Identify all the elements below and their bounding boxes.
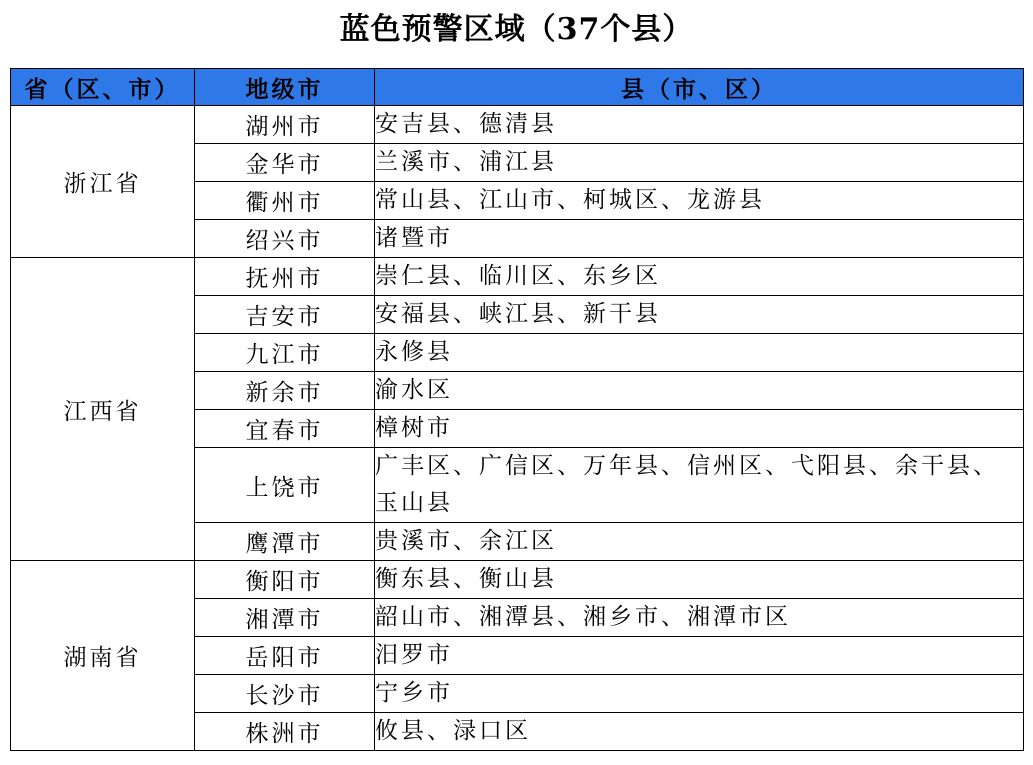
county-cell: 韶山市、湘潭县、湘乡市、湘潭市区 [375,599,1024,637]
city-cell: 岳阳市 [195,637,375,675]
province-cell: 湖南省 [11,561,195,751]
city-cell: 湘潭市 [195,599,375,637]
table-row [11,106,1024,144]
city-cell: 金华市 [195,144,375,182]
county-cell: 崇仁县、临川区、东乡区 [375,258,1024,296]
county-cell: 常山县、江山市、柯城区、龙游县 [375,182,1024,220]
county-cell: 诸暨市 [375,220,1024,258]
city-cell: 上饶市 [195,448,375,523]
city-cell: 湖州市 [195,106,375,144]
city-cell: 吉安市 [195,296,375,334]
header-province: 省（区、市） [11,69,195,106]
county-cell: 贵溪市、余江区 [375,523,1024,561]
province-cell: 浙江省 [11,106,195,258]
city-cell: 长沙市 [195,675,375,713]
table-header-row [11,69,1024,106]
city-cell: 新余市 [195,372,375,410]
header-county: 县（市、区） [375,69,1024,106]
table-row [11,258,1024,296]
county-cell: 樟树市 [375,410,1024,448]
warning-region-table [10,68,1024,751]
table-row [11,561,1024,599]
city-cell: 宜春市 [195,410,375,448]
county-cell: 永修县 [375,334,1024,372]
city-cell: 鹰潭市 [195,523,375,561]
county-cell: 渝水区 [375,372,1024,410]
city-cell: 抚州市 [195,258,375,296]
city-cell: 株洲市 [195,713,375,751]
county-cell: 宁乡市 [375,675,1024,713]
city-cell: 绍兴市 [195,220,375,258]
county-cell: 广丰区、广信区、万年县、信州区、弋阳县、余干县、玉山县 [375,448,1024,523]
county-cell: 安吉县、德清县 [375,106,1024,144]
county-cell: 衡东县、衡山县 [375,561,1024,599]
city-cell: 衡阳市 [195,561,375,599]
city-cell: 衢州市 [195,182,375,220]
county-cell: 攸县、渌口区 [375,713,1024,751]
city-cell: 九江市 [195,334,375,372]
province-cell: 江西省 [11,258,195,561]
county-cell: 汨罗市 [375,637,1024,675]
county-cell: 兰溪市、浦江县 [375,144,1024,182]
page-title: 蓝色预警区域（37个县） [339,12,694,47]
header-city: 地级市 [195,69,375,106]
county-cell: 安福县、峡江县、新干县 [375,296,1024,334]
